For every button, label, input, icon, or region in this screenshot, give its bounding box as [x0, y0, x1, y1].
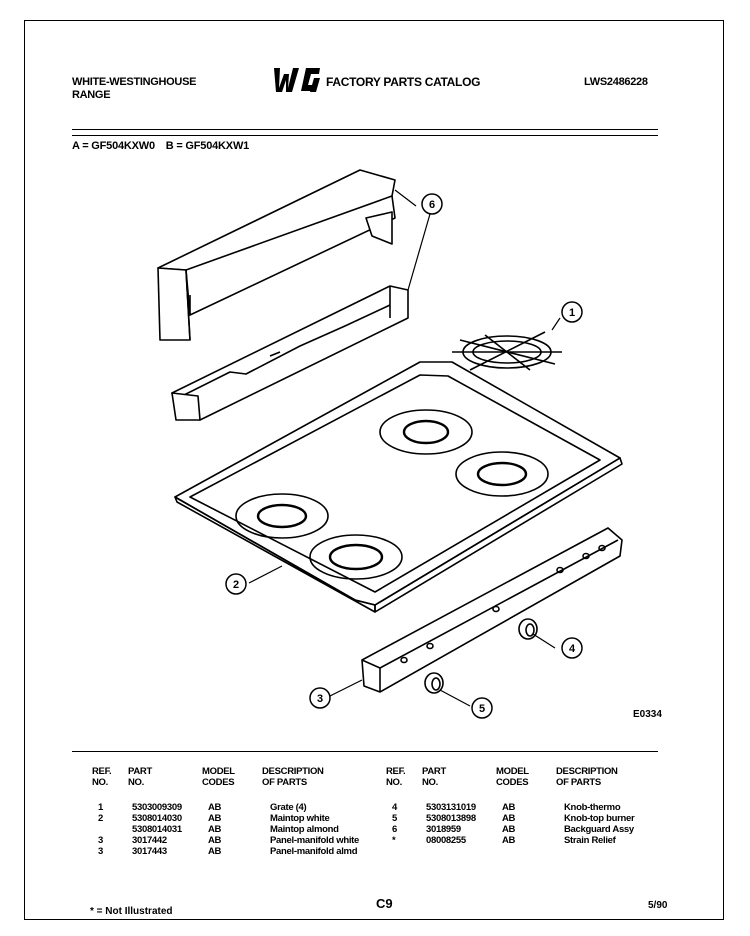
header-ref: REF. NO. — [92, 766, 112, 788]
cell-desc: Backguard Assy — [564, 824, 634, 835]
cell-desc: Strain Relief — [564, 835, 616, 846]
table-row — [96, 802, 392, 813]
table-row — [96, 824, 392, 835]
catalog-title: FACTORY PARTS CATALOG — [326, 75, 481, 89]
cell-ref: 6 — [392, 824, 397, 835]
cell-part: 3017442 — [132, 835, 167, 846]
callout-3 — [310, 688, 330, 708]
cell-codes: AB — [502, 835, 516, 846]
cell-codes: AB — [208, 835, 222, 846]
svg-text:1: 1 — [568, 307, 576, 319]
grate-part — [452, 332, 562, 370]
cell-ref: 3 — [98, 846, 103, 857]
parts-table-right — [390, 802, 686, 846]
figure-id: E0334 — [633, 709, 662, 720]
header-desc: DESCRIPTION OF PARTS — [262, 766, 324, 788]
header-ref-right: REF. NO. — [386, 766, 406, 788]
not-illustrated-note: * = Not Illustrated — [90, 906, 173, 917]
cell-ref — [96, 824, 130, 835]
thermo-knob-part — [519, 619, 537, 639]
revision-date: 5/90 — [648, 900, 668, 911]
cell-ref: 4 — [392, 802, 397, 813]
callout-2 — [226, 574, 246, 594]
cell-part: 5308013898 — [426, 813, 476, 824]
cell-part: 5308014030 — [132, 813, 182, 824]
table-row — [96, 835, 392, 846]
svg-text:2: 2 — [232, 579, 240, 591]
header-desc-right: DESCRIPTION OF PARTS — [556, 766, 618, 788]
cell-codes: AB — [502, 813, 516, 824]
model-b: B = GF504KXW1 — [165, 140, 250, 152]
cell-part: 3017443 — [132, 846, 167, 857]
cell-codes: AB — [502, 802, 516, 813]
cell-desc: Panel-manifold white — [270, 835, 360, 846]
table-top-rule — [72, 751, 658, 752]
svg-text:3: 3 — [316, 693, 324, 705]
callout-4 — [562, 638, 582, 658]
cell-codes: AB — [208, 824, 222, 835]
table-row — [390, 835, 686, 846]
cell-ref: 2 — [98, 813, 103, 824]
product-type: RANGE — [72, 89, 111, 101]
header-model: MODEL CODES — [202, 766, 235, 788]
header-part-right: PART NO. — [422, 766, 446, 788]
callout-6 — [422, 194, 442, 214]
cell-codes: AB — [208, 802, 222, 813]
cell-desc: Grate (4) — [270, 802, 307, 813]
svg-text:4: 4 — [568, 643, 576, 655]
cell-part: 5308014031 — [132, 824, 182, 835]
brand-name: WHITE-WESTINGHOUSE — [72, 76, 197, 88]
catalog-code: LWS2486228 — [584, 76, 648, 88]
callout-5 — [472, 698, 492, 718]
table-row — [96, 846, 392, 857]
cell-part: 5303131019 — [426, 802, 476, 813]
cell-codes: AB — [502, 824, 516, 835]
header-model-right: MODEL CODES — [496, 766, 529, 788]
table-row — [390, 813, 686, 824]
page-number: C9 — [376, 896, 393, 911]
cell-desc: Knob-thermo — [564, 802, 621, 813]
svg-text:5: 5 — [478, 703, 486, 715]
cell-desc: Knob-top burner — [564, 813, 635, 824]
cell-desc: Panel-manifold almd — [270, 846, 358, 857]
callout-1 — [562, 302, 582, 322]
cell-ref: 3 — [98, 835, 103, 846]
parts-table-left — [96, 802, 392, 857]
cell-codes: AB — [208, 813, 222, 824]
table-row — [96, 813, 392, 824]
cell-codes: AB — [208, 846, 222, 857]
svg-text:6: 6 — [428, 199, 436, 211]
header-part: PART NO. — [128, 766, 152, 788]
table-row — [390, 824, 686, 835]
cell-desc: Maintop white — [270, 813, 330, 824]
cell-ref: 5 — [392, 813, 397, 824]
table-row — [390, 802, 686, 813]
cell-part: 5303009309 — [132, 802, 182, 813]
model-a: A = GF504KXW0 — [72, 140, 155, 152]
cell-ref: * — [392, 835, 396, 846]
cell-ref: 1 — [98, 802, 103, 813]
cell-part: 08008255 — [426, 835, 466, 846]
cell-desc: Maintop almond — [270, 824, 339, 835]
cell-part: 3018959 — [426, 824, 461, 835]
